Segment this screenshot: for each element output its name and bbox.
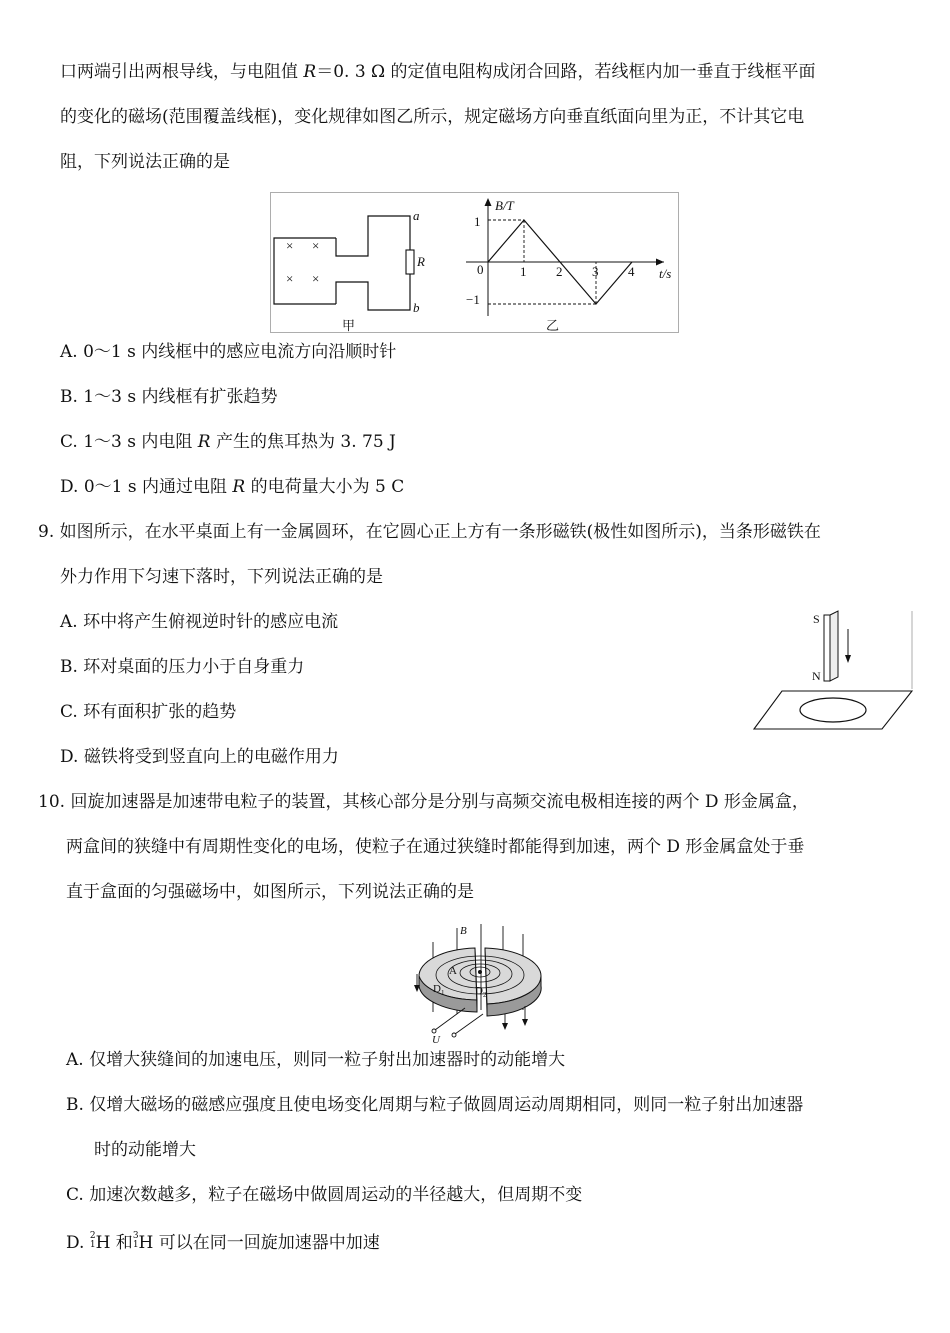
metal-ring: [800, 698, 866, 722]
resistor-symbol: [406, 250, 414, 274]
d1-label: $D_1$: [433, 983, 445, 997]
q8-option-c: C. 1～3 s 内电阻 R 产生的焦耳热为 3. 75 J: [60, 432, 396, 452]
q10-stem-line-3: 直于盒面的匀强磁场中，如图所示，下列说法正确的是: [66, 882, 474, 902]
q9-stem-line-1: 9. 如图所示，在水平桌面上有一金属圆环，在它圆心正上方有一条形磁铁(极性如图所示)，当条形磁铁在: [38, 522, 821, 542]
isotope-numbers: 3 1: [132, 1231, 139, 1250]
arrow-head: [522, 1019, 528, 1026]
y-tick-label: 1: [474, 214, 481, 229]
cross-mark: ×: [312, 271, 320, 286]
x-tick-label: 0: [477, 262, 484, 277]
lead-wire: [435, 1008, 465, 1030]
cross-mark: ×: [286, 238, 294, 253]
intro-line-1: 口两端引出两根导线，与电阻值 R＝0. 3 Ω 的定值电阻构成闭合回路，若线框内加一垂直于线框平面: [60, 62, 816, 82]
y-axis-label: B/T: [495, 198, 514, 213]
q9-stem-line-2: 外力作用下匀速下落时，下列说法正确的是: [60, 567, 383, 587]
x-tick-label: 2: [556, 264, 563, 279]
t-axis-arrow: [656, 259, 664, 266]
lead-wire: [455, 1014, 483, 1034]
bar-magnet-front: [824, 615, 830, 681]
resistor-label: R: [417, 254, 425, 269]
particle-source: [478, 970, 482, 974]
d2-label: $D_2$: [475, 985, 487, 999]
q9-option-b: B. 环对桌面的压力小于自身重力: [60, 657, 305, 677]
b-axis-arrow: [485, 198, 492, 206]
table-surface: [754, 691, 912, 729]
arrow-head: [502, 1023, 508, 1030]
label-yi: 乙: [546, 318, 560, 333]
y-tick-label: −1: [466, 292, 480, 307]
terminal-b-label: b: [413, 300, 420, 315]
b-t-graph: [466, 198, 671, 316]
x-tick-label: 3: [592, 264, 599, 279]
bar-magnet: [830, 611, 838, 681]
figure-8: [270, 192, 680, 334]
cross-mark: ×: [286, 271, 294, 286]
figure-10-cyclotron: [405, 922, 555, 1044]
intro-line-3: 阻，下列说法正确的是: [60, 152, 230, 172]
q8-option-d: D. 0～1 s 内通过电阻 R 的电荷量大小为 5 C: [60, 477, 405, 497]
q10-option-c: C. 加速次数越多，粒子在磁场中做圆周运动的半径越大，但周期不变: [66, 1185, 583, 1205]
x-tick-label: 1: [520, 264, 527, 279]
motion-arrow-head: [845, 655, 851, 663]
q10-option-b-line-2: 时的动能增大: [94, 1140, 196, 1160]
x-tick-label: 4: [628, 264, 635, 279]
q10-option-b-line-1: B. 仅增大磁场的磁感应强度且使电场变化周期与粒子做圆周运动周期相同，则同一粒子射出加速器: [66, 1095, 804, 1115]
q10-option-d: D. 2 1 H 和 3 1 H 可以在同一回旋加速器中加速: [66, 1231, 380, 1253]
terminal: [452, 1033, 456, 1037]
q8-option-b: B. 1～3 s 内线框有扩张趋势: [60, 387, 278, 407]
voltage-u-label: U: [432, 1034, 440, 1044]
label-jia: 甲: [342, 318, 356, 333]
terminal-a-label: a: [413, 208, 420, 223]
q9-option-c: C. 环有面积扩张的趋势: [60, 702, 237, 722]
coil-frame: [274, 216, 410, 310]
magnet-s-pole-label: S: [813, 612, 820, 626]
cross-mark: ×: [312, 238, 320, 253]
q10-option-a: A. 仅增大狭缝间的加速电压，则同一粒子射出加速器时的动能增大: [66, 1050, 566, 1070]
q8-option-a: A. 0～1 s 内线框中的感应电流方向沿顺时针: [60, 342, 397, 362]
intro-line-2: 的变化的磁场(范围覆盖线框)，变化规律如图乙所示，规定磁场方向垂直纸面向里为正，不计其它电: [60, 107, 805, 127]
isotope-numbers: 2 1: [89, 1231, 96, 1250]
field-b-label: B: [460, 925, 467, 937]
magnet-n-pole-label: N: [812, 669, 821, 683]
x-axis-label: t/s: [659, 266, 672, 281]
point-a-label: A: [449, 965, 457, 977]
q9-option-a: A. 环中将产生俯视逆时针的感应电流: [60, 612, 339, 632]
q9-option-d: D. 磁铁将受到竖直向上的电磁作用力: [60, 747, 339, 767]
terminal: [432, 1029, 436, 1033]
q10-stem-line-1: 10. 回旋加速器是加速带电粒子的装置，其核心部分是分别与高频交流电极相连接的两个 D 形金属盒，: [38, 792, 809, 812]
q10-stem-line-2: 两盒间的狭缝中有周期性变化的电场，使粒子在通过狭缝时都能得到加速，两个 D 形金属盒处于垂: [66, 837, 805, 857]
figure-9-magnet-ring: [752, 607, 917, 737]
